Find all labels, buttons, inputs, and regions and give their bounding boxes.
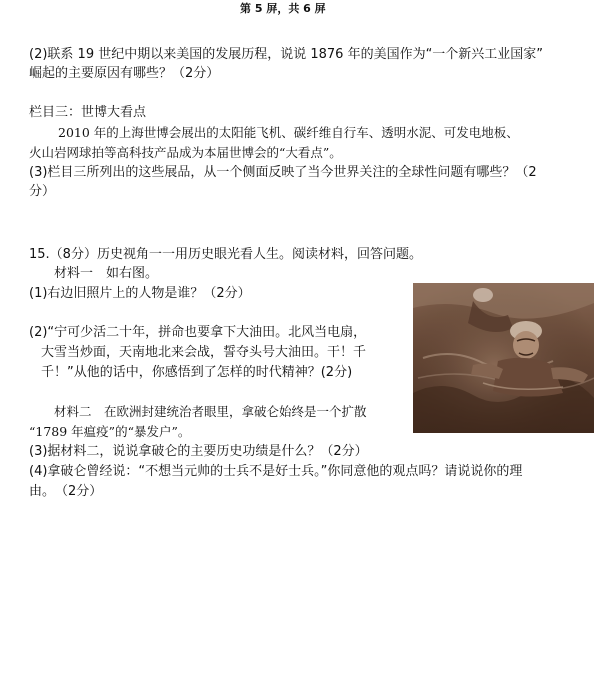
q15-part2-line1: (2)“宁可少活二十年，拼命也要拿下大油田。北风当电扇， — [29, 325, 367, 340]
q15-part2-line3: 千！”从他的话中，你感悟到了怎样的时代精神？(2分) — [41, 365, 353, 380]
q15-material2-line2: “1789 年瘟疫”的“暴发户”。 — [29, 424, 191, 439]
historical-photo — [413, 283, 594, 433]
q15-material1: 材料一 如右图。 — [54, 266, 159, 281]
column3-body-line1: 2010 年的上海世博会展出的太阳能飞机、碳纤维自行车、透明水泥、可发电地板、 — [58, 125, 519, 140]
q15-part2-line2: 大雪当炒面，天南地北来会战，誓夺头号大油田。干！千 — [41, 345, 367, 360]
q14-part3-line2: 分） — [29, 184, 56, 199]
page-header: 第 5 屏，共 6 屏 — [240, 2, 326, 15]
column3-body-line2: 火山岩网球拍等高科技产品成为本届世博会的“大看点”。 — [29, 145, 342, 160]
q14-part2-line2: 崛起的主要原因有哪些？（2分） — [29, 66, 220, 81]
q14-part2-line1: (2)联系 19 世纪中期以来美国的发展历程，说说 1876 年的美国作为“一个新兴工业国家” — [29, 47, 544, 62]
q15-intro: 15.（8分）历史视角一一用历史眼光看人生。阅读材料，回答问题。 — [29, 247, 422, 262]
q15-part4-line2: 由。 （2分） — [29, 484, 103, 499]
column3-title: 栏目三：世博大看点 — [29, 105, 147, 120]
q15-material2-line1: 材料二 在欧洲封建统治者眼里，拿破仑始终是一个扩散 — [54, 404, 367, 419]
q15-part4-line1: (4)拿破仑曾经说：“不想当元帅的士兵不是好士兵。”你同意他的观点吗？请说说你的理 — [29, 464, 523, 479]
q15-part3: (3)据材料二，说说拿破仑的主要历史功绩是什么？（2分） — [29, 444, 368, 459]
q15-part1: (1)右边旧照片上的人物是谁？（2分） — [29, 286, 251, 301]
q14-part3-line1: (3)栏目三所列出的这些展品，从一个侧面反映了当今世界关注的全球性问题有哪些？（2 — [29, 165, 537, 180]
